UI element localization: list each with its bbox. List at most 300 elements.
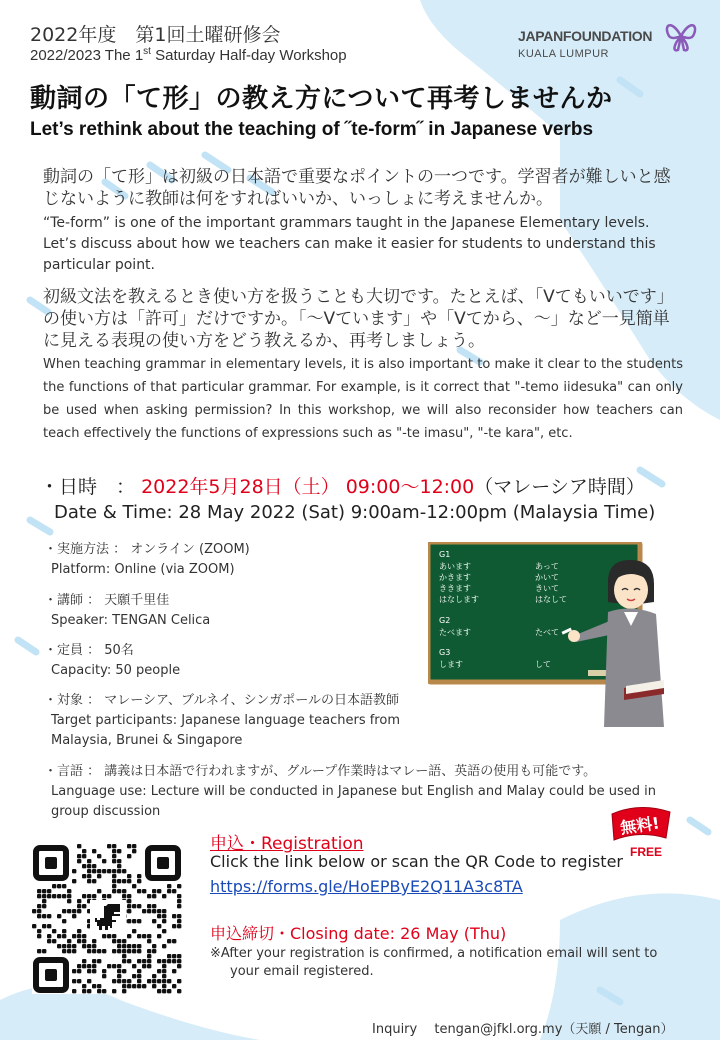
qr-module [127, 919, 131, 923]
board-word: きいて [535, 584, 559, 593]
qr-module [132, 844, 136, 848]
qr-module [42, 899, 46, 903]
qr-module [147, 939, 151, 943]
qr-module [92, 849, 96, 853]
qr-module [152, 904, 156, 908]
qr-module [57, 884, 61, 888]
qr-module [92, 984, 96, 988]
free-badge-jp: 無料! [619, 813, 661, 838]
qr-module [87, 869, 91, 873]
qr-module [72, 914, 76, 918]
qr-module [67, 899, 71, 903]
qr-module [87, 879, 91, 883]
board-word: はなして [535, 595, 567, 604]
qr-module [132, 904, 136, 908]
qr-module [57, 894, 61, 898]
qr-module [137, 969, 141, 973]
workshop-series-jp: 2022年度 第1回土曜研修会 [30, 24, 281, 46]
qr-module [37, 889, 41, 893]
qr-module [157, 889, 161, 893]
qr-module [82, 894, 86, 898]
qr-module [152, 984, 156, 988]
qr-module [132, 944, 136, 948]
qr-module [52, 884, 56, 888]
qr-module [162, 894, 166, 898]
qr-module [172, 939, 176, 943]
qr-module [127, 949, 131, 953]
qr-module [107, 869, 111, 873]
datetime-jp: ・日時 ： 2022年5月28日（土） 09:00～12:00（マレーシア時間） [40, 476, 645, 498]
qr-module [177, 919, 181, 923]
qr-module [132, 919, 136, 923]
qr-module [102, 974, 106, 978]
qr-module [127, 904, 131, 908]
qr-module [142, 959, 146, 963]
qr-module [137, 919, 141, 923]
qr-module [82, 864, 86, 868]
teacher-blackboard-illustration [428, 542, 672, 727]
qr-module [117, 879, 121, 883]
qr-module [157, 959, 161, 963]
registration-link[interactable]: https://forms.gle/HoEPByE2Q11A3c8TA [210, 877, 523, 896]
qr-module [32, 909, 36, 913]
qr-module [172, 959, 176, 963]
qr-module [37, 894, 41, 898]
qr-module [87, 864, 91, 868]
qr-module [107, 844, 111, 848]
qr-module [77, 899, 81, 903]
qr-module [122, 949, 126, 953]
qr-module [72, 969, 76, 973]
qr-module [132, 949, 136, 953]
intro-section [43, 166, 683, 276]
board-word: はなします [439, 595, 479, 604]
qr-module [152, 889, 156, 893]
qr-module [52, 929, 56, 933]
qr-module [122, 889, 126, 893]
qr-module [77, 934, 81, 938]
qr-module [72, 979, 76, 983]
qr-module [167, 889, 171, 893]
qr-module [62, 884, 66, 888]
qr-module [177, 959, 181, 963]
qr-module [127, 879, 131, 883]
qr-module [52, 894, 56, 898]
qr-module [107, 894, 111, 898]
qr-module [117, 944, 121, 948]
qr-module [67, 939, 71, 943]
qr-module [72, 869, 76, 873]
qr-module [177, 894, 181, 898]
qr-module [172, 954, 176, 958]
workshop-series-en: 2022/2023 The 1st Saturday Half-day Workshop [30, 46, 347, 64]
qr-module [112, 844, 116, 848]
qr-module [52, 939, 56, 943]
qr-module [87, 979, 91, 983]
qr-module [112, 934, 116, 938]
qr-module [92, 869, 96, 873]
qr-module [87, 969, 91, 973]
board-g1: G1 [439, 550, 451, 559]
qr-module [67, 889, 71, 893]
qr-module [167, 954, 171, 958]
qr-module [102, 894, 106, 898]
qr-module [77, 939, 81, 943]
qr-module [147, 959, 151, 963]
qr-module [42, 914, 46, 918]
qr-module [177, 899, 181, 903]
qr-module [82, 959, 86, 963]
qr-module [162, 944, 166, 948]
qr-module [122, 939, 126, 943]
qr-module [67, 894, 71, 898]
qr-module [92, 959, 96, 963]
qr-module [127, 934, 131, 938]
qr-module [117, 979, 121, 983]
qr-module [122, 979, 126, 983]
qr-module [127, 959, 131, 963]
qr-module [127, 899, 131, 903]
qr-module [47, 939, 51, 943]
qr-module [162, 969, 166, 973]
qr-module [42, 889, 46, 893]
qr-module [97, 984, 101, 988]
qr-module [152, 919, 156, 923]
qr-module [102, 869, 106, 873]
qr-module [152, 949, 156, 953]
qr-module [157, 979, 161, 983]
qr-module [82, 874, 86, 878]
qr-module [62, 929, 66, 933]
qr-module [72, 944, 76, 948]
datetime-en: Date & Time: 28 May 2022 (Sat) 9:00am-12:00pm (Malaysia Time) [54, 502, 656, 523]
qr-module [112, 854, 116, 858]
qr-module [57, 914, 61, 918]
qr-module [157, 934, 161, 938]
qr-module [112, 989, 116, 993]
qr-module [137, 974, 141, 978]
qr-module [132, 974, 136, 978]
qr-module [72, 909, 76, 913]
qr-module [37, 904, 41, 908]
qr-module [47, 934, 51, 938]
qr-module [67, 949, 71, 953]
qr-module [147, 904, 151, 908]
qr-module [42, 924, 46, 928]
qr-module [62, 909, 66, 913]
qr-module [152, 974, 156, 978]
qr-module [172, 889, 176, 893]
qr-module [162, 909, 166, 913]
qr-module [97, 959, 101, 963]
qr-module [92, 939, 96, 943]
qr-module [177, 884, 181, 888]
board-word: あいます [439, 562, 471, 571]
board-word: かきます [439, 573, 471, 582]
qr-module [117, 859, 121, 863]
qr-module [77, 844, 81, 848]
qr-module [37, 934, 41, 938]
info-capacity: ・定員 ： 50名 Capacity: 50 people [44, 643, 181, 678]
qr-module [127, 944, 131, 948]
qr-module [117, 849, 121, 853]
qr-module [162, 964, 166, 968]
qr-module [127, 909, 131, 913]
qr-module [97, 949, 101, 953]
qr-module [147, 894, 151, 898]
qr-module [127, 979, 131, 983]
qr-module [122, 959, 126, 963]
qr-module [42, 894, 46, 898]
qr-module [77, 909, 81, 913]
qr-module [112, 939, 116, 943]
qr-module [162, 929, 166, 933]
qr-module [177, 954, 181, 958]
qr-module [92, 894, 96, 898]
board-word: かいて [535, 573, 559, 582]
qr-module [102, 859, 106, 863]
qr-module [47, 924, 51, 928]
qr-module [122, 879, 126, 883]
qr-module [77, 929, 81, 933]
qr-module [137, 934, 141, 938]
intro-en: “Te-form” is one of the important grammars taught in the Japanese Elementary levels. Let’s discuss about how we teachers can make it easier for students to understand this particular point. [43, 215, 656, 273]
qr-module [72, 934, 76, 938]
qr-module [167, 939, 171, 943]
qr-module [47, 889, 51, 893]
inquiry-contact: Inquiry tengan@jfkl.org.my（天願 / Tengan） [372, 1022, 674, 1037]
qr-module [157, 909, 161, 913]
qr-module [92, 969, 96, 973]
qr-module [117, 949, 121, 953]
qr-module [107, 934, 111, 938]
qr-module [92, 964, 96, 968]
info-language: ・言語 ： 講義は日本語で行われますが、グループ作業時はマレー語、英語の使用も可能です。 Language use: Lecture will be conducted in Japanese but English and Malay could be used in group discussion [44, 764, 657, 819]
qr-module [157, 989, 161, 993]
qr-module [32, 924, 36, 928]
qr-module [177, 964, 181, 968]
qr-module [102, 934, 106, 938]
qr-module [77, 979, 81, 983]
qr-module [92, 864, 96, 868]
board-word: します [439, 660, 463, 669]
qr-module [122, 954, 126, 958]
registration-qr-code[interactable] [32, 844, 182, 994]
qr-module [177, 914, 181, 918]
qr-module [92, 944, 96, 948]
qr-module [112, 884, 116, 888]
qr-module [117, 889, 121, 893]
qr-module [77, 969, 81, 973]
qr-module [147, 979, 151, 983]
qr-module [142, 889, 146, 893]
qr-module [132, 929, 136, 933]
qr-module [112, 889, 116, 893]
qr-module [82, 989, 86, 993]
qr-module [72, 949, 76, 953]
qr-module [162, 979, 166, 983]
qr-module [147, 964, 151, 968]
qr-module [122, 989, 126, 993]
qr-module [97, 989, 101, 993]
qr-module [62, 894, 66, 898]
qr-module [112, 979, 116, 983]
qr-module [132, 849, 136, 853]
qr-module [152, 909, 156, 913]
board-word: あって [535, 562, 559, 571]
qr-module [102, 969, 106, 973]
free-badge-en: FREE [629, 845, 663, 859]
qr-module [137, 949, 141, 953]
qr-module [137, 944, 141, 948]
qr-module [82, 854, 86, 858]
qr-module [162, 914, 166, 918]
qr-module [37, 929, 41, 933]
qr-module [117, 869, 121, 873]
qr-module [162, 959, 166, 963]
qr-module [62, 919, 66, 923]
butterfly-icon [664, 16, 698, 56]
registration-note: ※After your registration is confirmed, a notification email will sent to your email registered. [210, 946, 658, 979]
qr-module [137, 904, 141, 908]
qr-module [72, 879, 76, 883]
registration-heading: 申込・Registration [210, 834, 364, 854]
qr-module [167, 989, 171, 993]
qr-module [127, 894, 131, 898]
qr-module [62, 934, 66, 938]
qr-module [112, 879, 116, 883]
qr-module [137, 879, 141, 883]
qr-module [82, 934, 86, 938]
qr-module [87, 894, 91, 898]
board-g2: G2 [439, 616, 451, 625]
qr-module [42, 949, 46, 953]
title-jp: 動詞の「て形」の教え方について再考しませんか [30, 84, 613, 114]
qr-module [77, 854, 81, 858]
qr-module [112, 869, 116, 873]
qr-module [82, 964, 86, 968]
qr-module [122, 969, 126, 973]
qr-module [37, 909, 41, 913]
qr-module [147, 949, 151, 953]
qr-module [72, 989, 76, 993]
qr-module [142, 909, 146, 913]
qr-module [157, 924, 161, 928]
qr-module [77, 904, 81, 908]
qr-module [112, 964, 116, 968]
qr-module [87, 949, 91, 953]
qr-module [127, 854, 131, 858]
info-platform: ・実施方法 ： オンライン (ZOOM) Platform: Online (via ZOOM) [44, 542, 250, 577]
qr-module [162, 974, 166, 978]
qr-module [177, 924, 181, 928]
qr-module [82, 904, 86, 908]
qr-module [82, 984, 86, 988]
qr-module [112, 949, 116, 953]
qr-module [117, 969, 121, 973]
qr-module [82, 849, 86, 853]
qr-module [112, 859, 116, 863]
qr-module [117, 974, 121, 978]
qr-module [82, 939, 86, 943]
qr-module [172, 914, 176, 918]
qr-module [47, 914, 51, 918]
qr-module [142, 984, 146, 988]
qr-module [177, 989, 181, 993]
qr-module [67, 944, 71, 948]
logo-subtitle: KUALA LUMPUR [518, 48, 609, 60]
qr-module [92, 949, 96, 953]
qr-module [152, 894, 156, 898]
qr-module [67, 909, 71, 913]
qr-module [127, 874, 131, 878]
qr-module [157, 969, 161, 973]
datetime-value: 2022年5月28日（土） 09:00～12:00 [141, 476, 475, 498]
qr-module [137, 959, 141, 963]
qr-module [37, 949, 41, 953]
qr-module [172, 984, 176, 988]
qr-module [167, 884, 171, 888]
qr-module [77, 964, 81, 968]
qr-module [132, 964, 136, 968]
qr-module [157, 914, 161, 918]
qr-module [162, 984, 166, 988]
qr-module [137, 979, 141, 983]
qr-module [117, 964, 121, 968]
qr-module [147, 909, 151, 913]
qr-module [87, 874, 91, 878]
board-word: ききます [439, 584, 471, 593]
qr-module [92, 879, 96, 883]
closing-date: 申込締切・Closing date: 26 May (Thu) [210, 924, 507, 943]
info-speaker: ・講師 ： 天願千里佳 Speaker: TENGAN Celica [44, 593, 211, 628]
qr-module [167, 979, 171, 983]
qr-module [77, 859, 81, 863]
detail-section [43, 286, 683, 445]
intro-jp: 動詞の「て形」は初級の日本語で重要なポイントの一つです。学習者が難しいと感じないように教師は何をすればいいか、いっしょに考えませんか。 [43, 167, 671, 209]
qr-module [42, 904, 46, 908]
qr-module [62, 944, 66, 948]
info-target: ・対象 ： マレーシア、ブルネイ、シンガポールの日本語教師 Target participants: Japanese language teachers from Malaysia, Brunei & Singapore [44, 693, 400, 748]
qr-module [137, 984, 141, 988]
qr-module [137, 874, 141, 878]
dinosaur-icon [90, 900, 126, 934]
title-en: Let’s rethink about the teaching of ˝te-form˝ in Japanese verbs [30, 119, 594, 140]
qr-module [177, 904, 181, 908]
qr-module [37, 914, 41, 918]
qr-module [112, 849, 116, 853]
qr-module [122, 869, 126, 873]
qr-module [62, 949, 66, 953]
board-word: たべます [439, 628, 471, 637]
qr-module [47, 894, 51, 898]
qr-module [87, 964, 91, 968]
board-g3: G3 [439, 648, 451, 657]
qr-module [152, 979, 156, 983]
qr-module [172, 969, 176, 973]
qr-module [122, 894, 126, 898]
qr-module [127, 844, 131, 848]
qr-module [87, 989, 91, 993]
detail-jp: 初級文法を教えるとき使い方を扱うことも大切です。たとえば、「Vてもいいです」の使い方は「許可」だけですか。「～Vています」や「Vてから、～」など一見簡単に見える表現の使い方をどう教えるか、再考しましょう。 [43, 287, 674, 351]
qr-module [162, 989, 166, 993]
qr-module [117, 939, 121, 943]
qr-module [122, 944, 126, 948]
qr-module [122, 984, 126, 988]
detail-en: When teaching grammar in elementary levels, it is also important to make it clear to the students the functions of that particular grammar. For example, is it correct that "-temo iidesuka" can only be used when asking permission? In this workshop, we will also reconsider how teachers can teach effectively the functions of expressions such as "-te imasu", "-te kara", etc. [43, 357, 683, 441]
registration-instruction: Click the link below or scan the QR Code to register [210, 852, 623, 871]
qr-module [172, 924, 176, 928]
